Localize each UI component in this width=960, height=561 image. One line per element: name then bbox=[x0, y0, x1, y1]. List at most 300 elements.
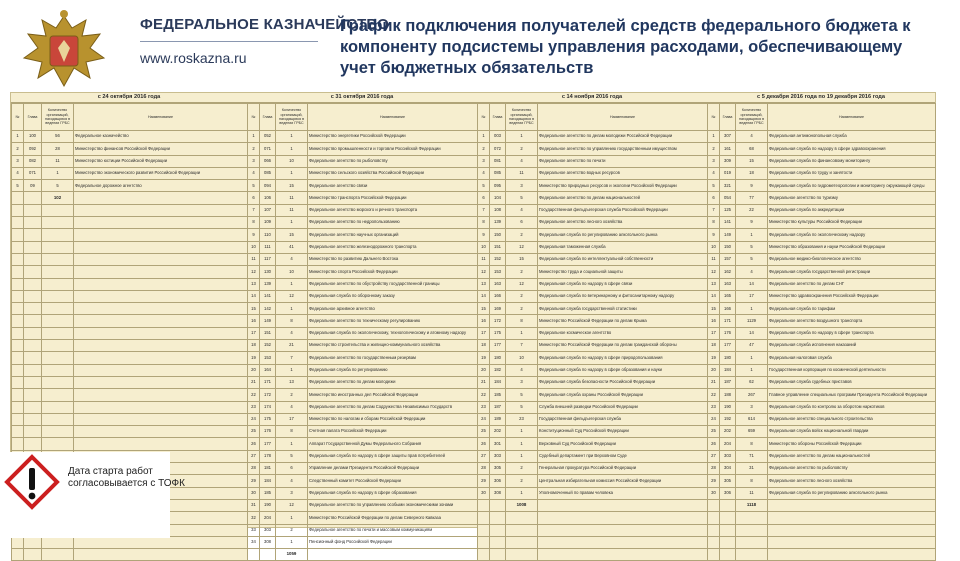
row-number-cell: 27 bbox=[478, 450, 490, 462]
row-number-cell: 17 bbox=[248, 327, 260, 339]
chapter-code-cell: 190 bbox=[260, 499, 276, 511]
table-row bbox=[478, 364, 708, 376]
table-row bbox=[708, 229, 936, 241]
chapter-code-cell: 301 bbox=[490, 438, 506, 450]
org-name-cell bbox=[74, 217, 248, 229]
org-count-cell: 1 bbox=[506, 450, 538, 462]
org-count-cell: 12 bbox=[506, 241, 538, 253]
org-name-cell bbox=[74, 241, 248, 253]
row-number-cell bbox=[708, 512, 720, 524]
row-number-cell bbox=[708, 524, 720, 536]
chapter-code-cell: 125 bbox=[720, 204, 736, 216]
org-count-cell bbox=[42, 413, 74, 425]
row-number-cell: 7 bbox=[708, 204, 720, 216]
row-number-cell: 28 bbox=[478, 463, 490, 475]
chapter-code-cell: 071 bbox=[260, 143, 276, 155]
table-row bbox=[708, 401, 936, 413]
table-row bbox=[12, 340, 248, 352]
org-name-cell bbox=[74, 192, 248, 204]
org-count-cell: 2 bbox=[506, 303, 538, 315]
org-count-cell bbox=[42, 290, 74, 302]
row-number-cell: 21 bbox=[248, 376, 260, 388]
org-name-cell bbox=[768, 549, 936, 561]
org-count-cell: 8 bbox=[276, 426, 308, 438]
chapter-code-cell: 166 bbox=[720, 303, 736, 315]
org-count-cell bbox=[506, 549, 538, 561]
table-row bbox=[12, 278, 248, 290]
org-count-cell: 614 bbox=[736, 413, 768, 425]
org-name-cell: Федеральная антимонопольная служба bbox=[768, 131, 936, 143]
chapter-code-cell: 303 bbox=[720, 450, 736, 462]
org-name-cell: Федеральная служба по надзору в сфере связи bbox=[538, 278, 708, 290]
org-count-cell: 2 bbox=[506, 290, 538, 302]
note-line-2: согласовывается с ТОФК bbox=[68, 478, 185, 489]
org-name-cell bbox=[74, 549, 248, 561]
row-number-cell bbox=[478, 524, 490, 536]
table-row bbox=[478, 266, 708, 278]
org-name-cell: Аппарат Государственной Думы Федерального Собрания bbox=[308, 438, 478, 450]
row-number-cell bbox=[12, 549, 24, 561]
org-count-cell: 21 bbox=[276, 340, 308, 352]
table-row bbox=[708, 549, 936, 561]
org-name-cell bbox=[74, 327, 248, 339]
table-row bbox=[708, 499, 936, 511]
column-header: Глава bbox=[720, 104, 736, 131]
table-row bbox=[478, 536, 708, 548]
row-number-cell: 8 bbox=[478, 217, 490, 229]
table-row bbox=[248, 475, 478, 487]
org-count-cell: 17 bbox=[276, 413, 308, 425]
column-header: № bbox=[12, 104, 24, 131]
org-count-cell: 11 bbox=[42, 155, 74, 167]
chapter-code-cell bbox=[24, 290, 42, 302]
chapter-code-cell: 202 bbox=[490, 426, 506, 438]
chapter-code-cell bbox=[24, 364, 42, 376]
row-number-cell: 14 bbox=[248, 290, 260, 302]
table-row bbox=[708, 327, 936, 339]
org-count-cell: 4 bbox=[736, 131, 768, 143]
row-number-cell bbox=[12, 290, 24, 302]
table-row bbox=[248, 401, 478, 413]
org-count-cell bbox=[42, 303, 74, 315]
chapter-code-cell: 171 bbox=[720, 315, 736, 327]
org-count-cell: 11 bbox=[506, 167, 538, 179]
table-row bbox=[708, 376, 936, 388]
org-name-cell: Федеральная служба по регулированию алкогольного рынка bbox=[768, 487, 936, 499]
table-row bbox=[708, 438, 936, 450]
org-name-cell: Федеральная служба по надзору в сфере здравоохранения bbox=[768, 143, 936, 155]
chapter-code-cell bbox=[24, 426, 42, 438]
org-count-cell: 11 bbox=[276, 192, 308, 204]
table-row bbox=[708, 475, 936, 487]
org-count-cell: 659 bbox=[736, 426, 768, 438]
row-number-cell: 6 bbox=[248, 192, 260, 204]
table-row bbox=[248, 204, 478, 216]
schedule-table bbox=[247, 103, 478, 561]
column-header: Количество организаций, находящихся в ведении ГРБС bbox=[736, 104, 768, 131]
org-name-cell: Федеральная служба по оборонному заказу bbox=[308, 290, 478, 302]
row-number-cell: 12 bbox=[478, 266, 490, 278]
org-count-cell bbox=[42, 340, 74, 352]
chapter-code-cell: 185 bbox=[260, 487, 276, 499]
org-name-cell: Министерство по развитию Дальнего Востока bbox=[308, 253, 478, 265]
chapter-code-cell bbox=[24, 241, 42, 253]
chapter-code-cell: 054 bbox=[720, 192, 736, 204]
row-number-cell: 2 bbox=[12, 143, 24, 155]
chapter-code-cell: 117 bbox=[260, 253, 276, 265]
group-title: с 31 октября 2016 года bbox=[247, 93, 477, 103]
chapter-code-cell: 169 bbox=[490, 303, 506, 315]
org-name-cell: Министерство спорта Российской Федерации bbox=[308, 266, 478, 278]
row-number-cell: 9 bbox=[248, 229, 260, 241]
chapter-code-cell: 163 bbox=[490, 278, 506, 290]
org-name-cell: Министерство сельского хозяйства Российской Федерации bbox=[308, 167, 478, 179]
org-name-cell bbox=[768, 524, 936, 536]
row-number-cell: 30 bbox=[478, 487, 490, 499]
chapter-code-cell bbox=[720, 549, 736, 561]
chapter-code-cell bbox=[24, 303, 42, 315]
org-count-cell: 17 bbox=[736, 290, 768, 302]
org-count-cell: 12 bbox=[276, 290, 308, 302]
org-count-cell: 1 bbox=[276, 303, 308, 315]
table-row bbox=[478, 180, 708, 192]
chapter-code-cell bbox=[490, 549, 506, 561]
org-count-cell: 15 bbox=[506, 253, 538, 265]
chapter-code-cell: 182 bbox=[490, 364, 506, 376]
org-name-cell bbox=[768, 499, 936, 511]
row-number-cell: 24 bbox=[708, 413, 720, 425]
table-row bbox=[12, 303, 248, 315]
row-number-cell: 18 bbox=[248, 340, 260, 352]
table-row bbox=[12, 413, 248, 425]
chapter-code-cell: 174 bbox=[260, 401, 276, 413]
org-count-cell: 5 bbox=[506, 389, 538, 401]
org-count-cell: 23 bbox=[506, 413, 538, 425]
org-name-cell bbox=[74, 204, 248, 216]
chapter-code-cell: 153 bbox=[260, 352, 276, 364]
org-name-cell: Министерство экономического развития Российской Федерации bbox=[74, 167, 248, 179]
org-count-cell: 1 bbox=[736, 364, 768, 376]
slide-title: График подключения получателей средств федерального бюджета к компоненту подсистемы управления расходами, обеспечивающему учет бюджетных обязательств bbox=[340, 17, 911, 77]
table-row bbox=[478, 229, 708, 241]
table-row bbox=[248, 315, 478, 327]
row-number-cell: 11 bbox=[248, 253, 260, 265]
row-number-cell: 29 bbox=[248, 475, 260, 487]
org-count-cell: 11 bbox=[276, 204, 308, 216]
row-number-cell: 20 bbox=[478, 364, 490, 376]
chapter-code-cell bbox=[24, 192, 42, 204]
chapter-code-cell: 184 bbox=[720, 364, 736, 376]
org-name-cell: Федеральная таможенная служба bbox=[538, 241, 708, 253]
org-count-cell: 47 bbox=[736, 340, 768, 352]
org-name-cell: Федеральное архивное агентство bbox=[308, 303, 478, 315]
org-name-cell: Федеральное агентство по делам молодежи Российской Федерации bbox=[538, 131, 708, 143]
row-number-cell: 2 bbox=[248, 143, 260, 155]
org-name-cell: Федеральное агентство лесного хозяйства bbox=[538, 217, 708, 229]
chapter-code-cell: 153 bbox=[490, 266, 506, 278]
group-title: с 24 октября 2016 года bbox=[11, 93, 247, 103]
row-number-cell: 11 bbox=[708, 253, 720, 265]
org-count-cell: 4 bbox=[506, 204, 538, 216]
row-number-cell: 14 bbox=[708, 290, 720, 302]
chapter-code-cell bbox=[24, 229, 42, 241]
org-name-cell: Министерство финансов Российской Федерации bbox=[74, 143, 248, 155]
chapter-code-cell bbox=[24, 204, 42, 216]
schedule-group-nov14 bbox=[477, 93, 707, 527]
org-name-cell: Федеральное дорожное агентство bbox=[74, 180, 248, 192]
table-row bbox=[478, 389, 708, 401]
org-count-cell: 8 bbox=[736, 475, 768, 487]
row-number-cell: 26 bbox=[248, 438, 260, 450]
org-name-cell: Федеральная служба по надзору в сфере образования и науки bbox=[538, 364, 708, 376]
org-name-cell: Министерство Российской Федерации по делам гражданской обороны bbox=[538, 340, 708, 352]
row-number-cell: 15 bbox=[708, 303, 720, 315]
org-name-cell bbox=[768, 536, 936, 548]
org-count-cell: 1 bbox=[736, 303, 768, 315]
group-title: с 14 ноября 2016 года bbox=[477, 93, 707, 103]
row-number-cell: 1 bbox=[478, 131, 490, 143]
org-count-cell: 1 bbox=[276, 364, 308, 376]
org-name-cell: Министерство культуры Российской Федерации bbox=[768, 217, 936, 229]
row-number-cell: 17 bbox=[708, 327, 720, 339]
org-name-cell: Министерство транспорта Российской Федерации bbox=[308, 192, 478, 204]
table-row bbox=[248, 241, 478, 253]
chapter-code-cell: 185 bbox=[490, 389, 506, 401]
table-row bbox=[708, 204, 936, 216]
org-count-cell: 1 bbox=[276, 131, 308, 143]
row-number-cell bbox=[708, 499, 720, 511]
column-header: № bbox=[708, 104, 720, 131]
org-name-cell: Федеральная служба по надзору в сфере защиты прав потребителей bbox=[308, 450, 478, 462]
schedule-table bbox=[707, 103, 936, 561]
org-name-cell: Федеральная служба судебных приставов bbox=[768, 376, 936, 388]
org-count-cell bbox=[506, 524, 538, 536]
column-header: Количество организаций, находящихся в ведении ГРБС bbox=[506, 104, 538, 131]
org-count-cell: 77 bbox=[736, 192, 768, 204]
org-count-cell: 3 bbox=[736, 401, 768, 413]
org-count-cell bbox=[42, 364, 74, 376]
table-row bbox=[248, 167, 478, 179]
row-number-cell bbox=[708, 549, 720, 561]
org-count-cell: 1 bbox=[506, 438, 538, 450]
chapter-code-cell: 161 bbox=[720, 143, 736, 155]
row-number-cell: 4 bbox=[478, 167, 490, 179]
column-header: Количество организаций, находящихся в ведении ГРБС bbox=[42, 104, 74, 131]
chapter-code-cell: 204 bbox=[260, 512, 276, 524]
row-number-cell: 27 bbox=[708, 450, 720, 462]
org-count-cell bbox=[42, 266, 74, 278]
chapter-code-cell bbox=[24, 315, 42, 327]
row-number-cell: 17 bbox=[478, 327, 490, 339]
chapter-code-cell: 150 bbox=[720, 241, 736, 253]
org-count-cell: 22 bbox=[736, 204, 768, 216]
table-row bbox=[12, 438, 248, 450]
chapter-code-cell bbox=[720, 499, 736, 511]
site-link[interactable]: www.roskazna.ru bbox=[140, 50, 247, 66]
org-count-cell bbox=[42, 327, 74, 339]
table-row bbox=[12, 167, 248, 179]
table-row bbox=[12, 192, 248, 204]
row-number-cell: 12 bbox=[708, 266, 720, 278]
chapter-code-cell: 181 bbox=[260, 463, 276, 475]
org-name-cell: Федеральная служба исполнения наказаний bbox=[768, 340, 936, 352]
chapter-code-cell: 309 bbox=[720, 155, 736, 167]
chapter-code-cell: 303 bbox=[260, 524, 276, 536]
chapter-code-cell: 019 bbox=[720, 167, 736, 179]
row-number-cell bbox=[12, 253, 24, 265]
org-count-cell: 4 bbox=[276, 327, 308, 339]
chapter-code-cell: 204 bbox=[720, 438, 736, 450]
table-row bbox=[248, 463, 478, 475]
row-number-cell: 29 bbox=[478, 475, 490, 487]
table-row bbox=[478, 487, 708, 499]
chapter-code-cell bbox=[24, 389, 42, 401]
table-row bbox=[12, 241, 248, 253]
row-number-cell bbox=[12, 376, 24, 388]
chapter-code-cell bbox=[24, 340, 42, 352]
chapter-code-cell: 190 bbox=[720, 401, 736, 413]
row-number-cell bbox=[478, 536, 490, 548]
org-count-cell: 1 bbox=[506, 131, 538, 143]
row-number-cell: 3 bbox=[708, 155, 720, 167]
row-number-cell bbox=[708, 536, 720, 548]
org-count-cell: 5 bbox=[42, 180, 74, 192]
chapter-code-cell: 165 bbox=[720, 290, 736, 302]
org-count-cell: 2 bbox=[506, 463, 538, 475]
org-name-cell bbox=[74, 303, 248, 315]
chapter-code-cell: 100 bbox=[24, 131, 42, 143]
row-number-cell: 5 bbox=[708, 180, 720, 192]
column-header: Глава bbox=[260, 104, 276, 131]
table-row bbox=[12, 180, 248, 192]
table-row bbox=[248, 426, 478, 438]
org-name-cell: Федеральное агентство железнодорожного транспорта bbox=[308, 241, 478, 253]
row-number-cell bbox=[12, 340, 24, 352]
table-row bbox=[248, 389, 478, 401]
table-row bbox=[248, 290, 478, 302]
org-name-cell: Министерство образования и науки Российской Федерации bbox=[768, 241, 936, 253]
org-name-cell bbox=[74, 438, 248, 450]
org-name-cell: Федеральная служба по контролю за оборотом наркотиков bbox=[768, 401, 936, 413]
chapter-code-cell: 308 bbox=[260, 536, 276, 548]
table-row bbox=[478, 376, 708, 388]
org-count-cell: 5 bbox=[506, 401, 538, 413]
org-count-cell: 5 bbox=[276, 450, 308, 462]
row-number-cell: 10 bbox=[708, 241, 720, 253]
org-count-cell: 1008 bbox=[506, 499, 538, 511]
chapter-code-cell bbox=[24, 536, 42, 548]
org-count-cell: 7 bbox=[276, 352, 308, 364]
org-count-cell: 2 bbox=[506, 229, 538, 241]
org-name-cell: Федеральная служба государственной статистики bbox=[538, 303, 708, 315]
org-count-cell: 15 bbox=[736, 155, 768, 167]
chapter-code-cell: 149 bbox=[720, 229, 736, 241]
column-header: Наименование bbox=[74, 104, 248, 131]
row-number-cell: 3 bbox=[478, 155, 490, 167]
row-number-cell: 1 bbox=[708, 131, 720, 143]
table-row bbox=[478, 463, 708, 475]
org-count-cell: 9 bbox=[736, 217, 768, 229]
chapter-code-cell bbox=[260, 549, 276, 561]
org-count-cell bbox=[42, 376, 74, 388]
org-name-cell bbox=[768, 512, 936, 524]
table-row bbox=[478, 192, 708, 204]
table-row bbox=[478, 217, 708, 229]
table-row bbox=[708, 524, 936, 536]
chapter-code-cell: 066 bbox=[260, 155, 276, 167]
org-count-cell bbox=[42, 278, 74, 290]
org-count-cell: 2 bbox=[506, 475, 538, 487]
table-row bbox=[708, 512, 936, 524]
chapter-code-cell: 150 bbox=[490, 229, 506, 241]
table-row bbox=[708, 241, 936, 253]
org-count-cell: 4 bbox=[276, 401, 308, 413]
row-number-cell: 30 bbox=[708, 487, 720, 499]
chapter-code-cell: 171 bbox=[260, 376, 276, 388]
chapter-code-cell bbox=[24, 401, 42, 413]
chapter-code-cell: 163 bbox=[720, 278, 736, 290]
org-count-cell: 10 bbox=[276, 266, 308, 278]
row-number-cell: 19 bbox=[708, 352, 720, 364]
org-name-cell: Федеральное агентство по недропользованию bbox=[308, 217, 478, 229]
group-title: с 5 декабря 2016 года по 19 декабря 2016 года bbox=[707, 93, 935, 103]
org-name-cell: Министерство Российской Федерации по делам Крыма bbox=[538, 315, 708, 327]
table-row bbox=[478, 241, 708, 253]
org-count-cell: 1 bbox=[506, 487, 538, 499]
row-number-cell: 5 bbox=[478, 180, 490, 192]
table-row bbox=[478, 352, 708, 364]
chapter-code-cell: 157 bbox=[720, 253, 736, 265]
table-row bbox=[12, 143, 248, 155]
row-number-cell: 4 bbox=[248, 167, 260, 179]
row-number-cell: 6 bbox=[478, 192, 490, 204]
chapter-code-cell: 176 bbox=[720, 327, 736, 339]
org-count-cell: 1129 bbox=[736, 315, 768, 327]
row-number-cell bbox=[12, 241, 24, 253]
org-count-cell: 18 bbox=[736, 167, 768, 179]
table-row bbox=[708, 450, 936, 462]
org-count-cell bbox=[42, 229, 74, 241]
org-name-cell: Федеральная налоговая служба bbox=[768, 352, 936, 364]
table-row bbox=[478, 475, 708, 487]
org-name-cell bbox=[538, 524, 708, 536]
row-number-cell: 13 bbox=[478, 278, 490, 290]
row-number-cell bbox=[12, 536, 24, 548]
row-number-cell bbox=[12, 413, 24, 425]
row-number-cell: 8 bbox=[708, 217, 720, 229]
org-count-cell: 1059 bbox=[276, 549, 308, 561]
chapter-code-cell bbox=[490, 499, 506, 511]
row-number-cell: 10 bbox=[248, 241, 260, 253]
table-row bbox=[12, 266, 248, 278]
org-name-cell: Федеральное агентство по делам национальностей bbox=[768, 450, 936, 462]
org-count-cell: 1 bbox=[276, 278, 308, 290]
org-name-cell: Верховный Суд Российской Федерации bbox=[538, 438, 708, 450]
chapter-code-cell: 152 bbox=[260, 340, 276, 352]
column-header: Наименование bbox=[768, 104, 936, 131]
table-row bbox=[708, 364, 936, 376]
org-name-cell: Федеральная служба по надзору в сфере природопользования bbox=[538, 352, 708, 364]
table-row bbox=[478, 401, 708, 413]
column-header: Наименование bbox=[538, 104, 708, 131]
org-name-cell: Министерство труда и социальной защиты bbox=[538, 266, 708, 278]
table-row bbox=[248, 303, 478, 315]
org-name-cell bbox=[74, 352, 248, 364]
org-count-cell: 7 bbox=[506, 340, 538, 352]
table-row bbox=[708, 266, 936, 278]
table-row bbox=[478, 167, 708, 179]
chapter-code-cell bbox=[490, 512, 506, 524]
